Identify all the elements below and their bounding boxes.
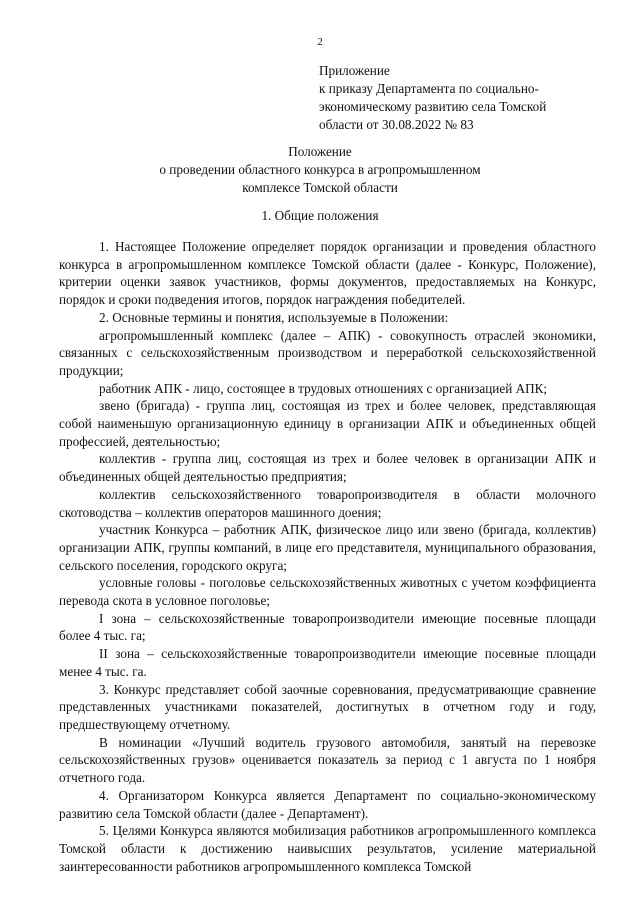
term-participant: участник Конкурса – работник АПК, физическое лицо или звено (бригада, коллектив) организации АПК, группы компаний, в лице его представителя, муниципального образования, сельского поселения, городского округа; <box>59 522 596 573</box>
term-zone-1: I зона – сельскохозяйственные товаропроизводители имеющие посевные площади более 4 тыс. га; <box>59 610 596 644</box>
annex-line: Приложение <box>319 63 390 78</box>
term-worker: работник АПК - лицо, состоящее в трудовых отношениях с организацией АПК; <box>99 380 548 396</box>
page-number: 2 <box>317 36 323 48</box>
annex-line: к приказу Департамента по социально- <box>319 81 539 96</box>
document-title <box>0 143 640 197</box>
term-dairy-collective: коллектив сельскохозяйственного товаропроизводителя в области молочного скотоводства – коллектив операторов машинного доения; <box>59 486 596 520</box>
paragraph-1: 1. Настоящее Положение определяет порядок организации и проведения областного конкурса в агропромышленном комплексе Томской области (далее - Конкурс, Положение), критерии оценки заявок участников, формы документов, предоставляемых на Конкурс, порядок и сроки подведения итогов, порядок награждения победителей. <box>59 239 596 308</box>
paragraph-2: 2. Основные термины и понятия, используемые в Положении: <box>99 309 449 325</box>
paragraph-nomination: В номинации «Лучший водитель грузового автомобиля, занятый на перевозке сельскохозяйственных грузов» оценивается показатель за период с 1 августа по 1 ноября отчетного года. <box>59 734 596 786</box>
title-line: комплексе Томской области <box>242 180 398 195</box>
annex-line: экономическому развитию села Томской <box>319 99 547 114</box>
term-collective: коллектив - группа лиц, состоящая из трех и более человек в организации АПК и объединенных общей деятельностью предприятия; <box>59 451 596 485</box>
annex-header <box>319 62 589 134</box>
title-line: Положение <box>288 144 352 159</box>
document-body <box>59 238 596 875</box>
term-zone-2: II зона – сельскохозяйственные товаропроизводители имеющие посевные площади менее 4 тыс. га. <box>59 646 596 679</box>
paragraph-3: 3. Конкурс представляет собой заочные соревнования, предусматривающие сравнение представленных участниками показателей, достигнутых в отчетном году и году, предшествующему отчетному. <box>59 681 596 732</box>
section-heading: 1. Общие положения <box>261 208 379 223</box>
term-apk: агропромышленный комплекс (далее – АПК) - совокупность отраслей экономики, связанных с сельскохозяйственным производством и переработкой сельскохозяйственной продукции; <box>59 327 596 378</box>
annex-line: области от 30.08.2022 № 83 <box>319 117 474 132</box>
title-line: о проведении областного конкурса в агропромышленном <box>159 162 481 177</box>
paragraph-5: 5. Целями Конкурса являются мобилизация работников агропромышленного комплекса Томской области к достижению наивысших результатов, усиление материальной заинтересованности работников агропромышленного комплекса Томской <box>59 823 596 874</box>
term-brigade: звено (бригада) - группа лиц, состоящая из трех и более человек, представляющая собой наименьшую организационную единицу в организации АПК и объединенных общей профессией, деятельностью; <box>59 398 596 449</box>
paragraph-4: 4. Организатором Конкурса является Департамент по социально-экономическому развитию села Томской области (далее - Департамент). <box>59 787 596 821</box>
term-conditional-heads: условные головы - поголовье сельскохозяйственных животных с учетом коэффициента перевода скота в условное поголовье; <box>59 575 596 609</box>
